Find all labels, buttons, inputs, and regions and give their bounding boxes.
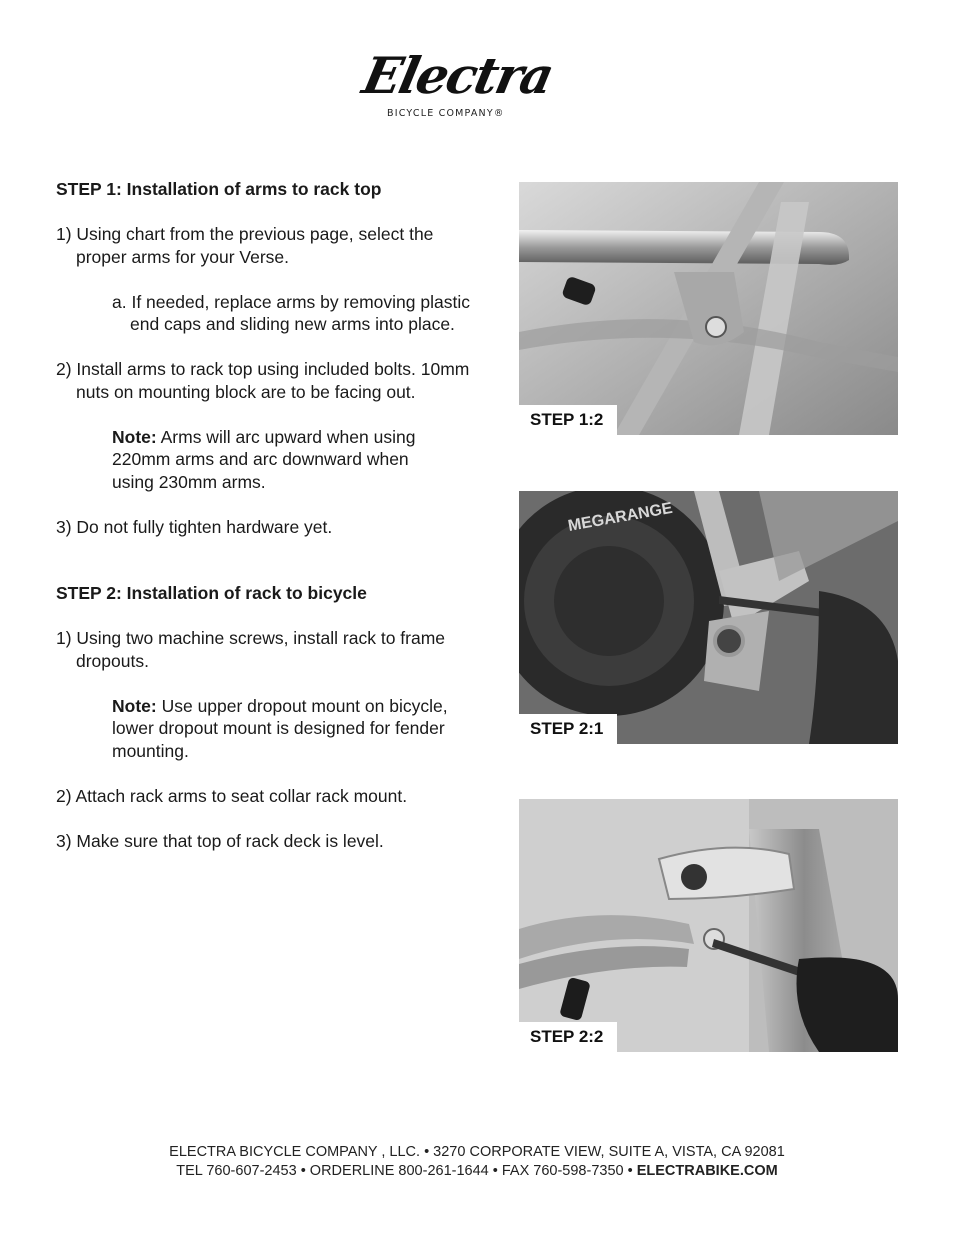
step2-item-3: 3) Make sure that top of rack deck is level. — [56, 830, 384, 851]
step2-item-1: 1) Using two machine screws, install rack to frame dropouts. — [56, 628, 446, 671]
step2-heading: STEP 2: Installation of rack to bicycle — [56, 583, 367, 603]
instructions-column — [56, 178, 476, 852]
photo-step-2-2 — [519, 799, 898, 1052]
rack-top-arm-photo — [519, 182, 898, 435]
company-footer — [0, 1143, 954, 1180]
step1-item-3: 3) Do not fully tighten hardware yet. — [56, 516, 333, 537]
photo-label-step-2-2: STEP 2:2 — [519, 1022, 617, 1052]
photo-step-2-1 — [519, 491, 898, 744]
logo-wordmark: Electra — [357, 46, 558, 105]
footer-website: ELECTRABIKE.COM — [636, 1162, 778, 1179]
dropout-mount-photo — [519, 491, 898, 744]
step2-note-label: Note: — [112, 695, 157, 716]
step2-note-text: Use upper dropout mount on bicycle, lower dropout mount is designed for fender mounting. — [112, 695, 448, 761]
step1-item-1: 1) Using chart from the previous page, select the proper arms for your Verse. — [56, 224, 434, 267]
step1-item-2: 2) Install arms to rack top using included bolts. 10mm nuts on mounting block are to be facing out. — [56, 359, 470, 402]
step1-item-1a: a. If needed, replace arms by removing plastic end caps and sliding new arms into place. — [112, 291, 470, 334]
step2-note — [112, 695, 462, 763]
seat-collar-mount-photo — [519, 799, 898, 1052]
step1-heading: STEP 1: Installation of arms to rack top — [56, 179, 382, 199]
step1-note-label: Note: — [112, 426, 157, 447]
photo-label-step-1-2: STEP 1:2 — [519, 405, 617, 435]
logo-tagline: BICYCLE COMPANY® — [387, 108, 505, 119]
step1-note — [112, 426, 447, 494]
footer-contacts — [0, 1162, 954, 1181]
photo-step-1-2 — [519, 182, 898, 435]
footer-phones: TEL 760-607-2453 • ORDERLINE 800-261-1644 • FAX 760-598-7350 • — [176, 1162, 637, 1179]
step2-item-2: 2) Attach rack arms to seat collar rack mount. — [56, 785, 408, 806]
svg-text:MEGARANGE: MEGARANGE — [566, 499, 674, 535]
footer-address: ELECTRA BICYCLE COMPANY , LLC. • 3270 CORPORATE VIEW, SUITE A, VISTA, CA 92081 — [169, 1144, 785, 1160]
step1-note-text: Arms will arc upward when using 220mm arms and arc downward when using 230mm arms. — [112, 426, 416, 492]
electra-logo — [357, 46, 592, 122]
photo-label-step-2-1: STEP 2:1 — [519, 714, 617, 744]
